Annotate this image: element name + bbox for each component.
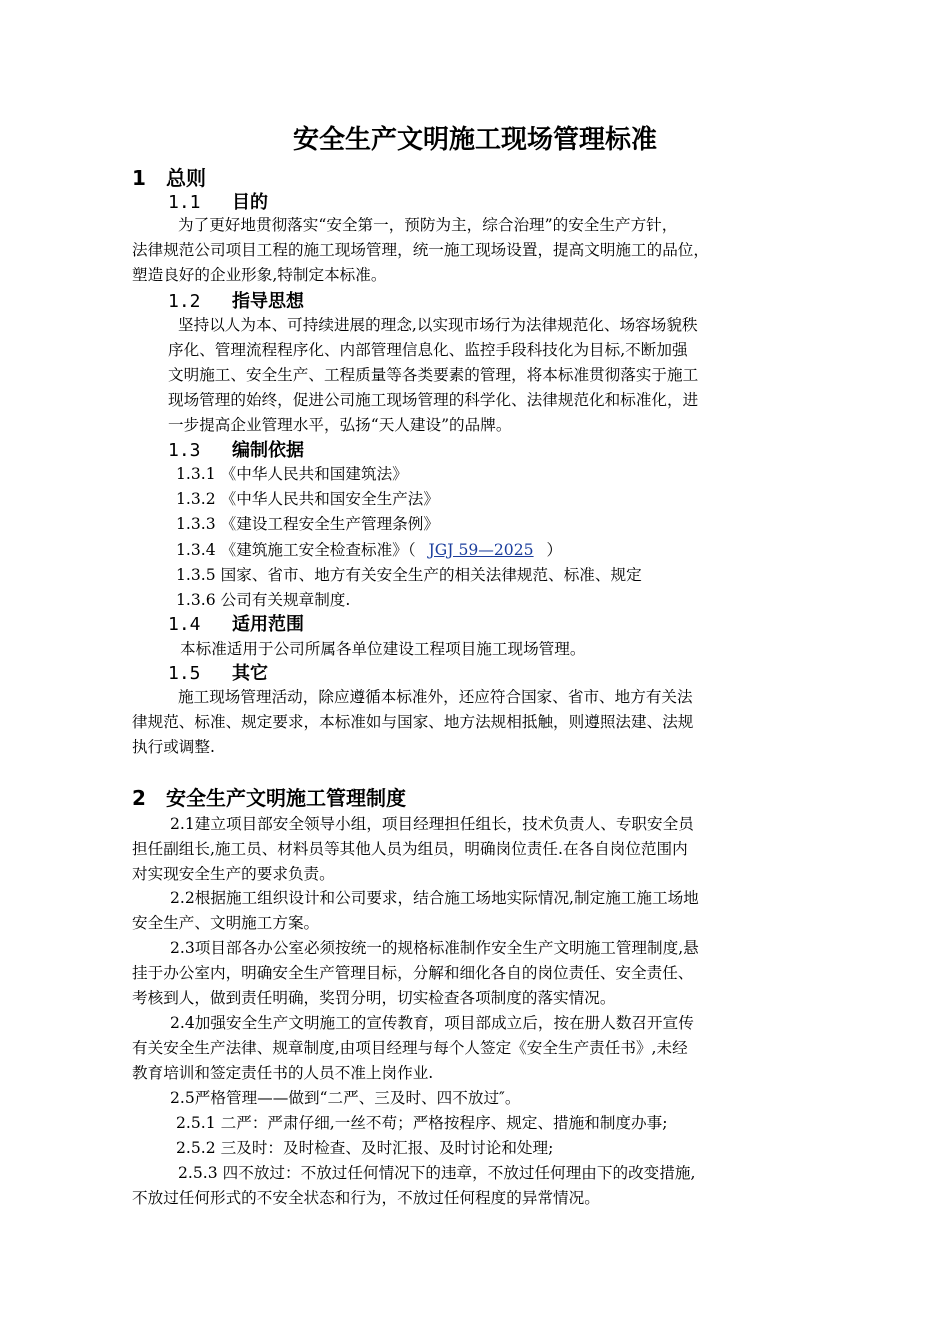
paragraph-line: 安全生产、文明施工方案。: [132, 914, 320, 932]
section-1-5-paragraph: [132, 685, 832, 760]
paragraph-line: 坚持以人为本、可持续进展的理念,以实现市场行为法律规范化、场容场貌秩: [178, 316, 698, 334]
section-2-5-paragraph: [132, 1086, 832, 1111]
section-title: 目的: [232, 192, 268, 213]
section-1-heading: [132, 164, 206, 192]
paragraph-line: 考核到人，做到责任明确，奖罚分明，切实检查各项制度的落实情况。: [132, 989, 616, 1007]
paragraph-line: 2.1建立项目部安全领导小组，项目经理担任组长，技术负责人、专职安全员: [170, 815, 694, 833]
paragraph-line: 序化、管理流程程序化、内部管理信息化、监控手段科技化为目标,不断加强: [168, 341, 688, 359]
reference-item: 1.3.3 《建设工程安全生产管理条例》: [176, 515, 439, 533]
reference-item: 1.3.2 《中华人民共和国安全生产法》: [176, 490, 439, 508]
reference-item: 1.3.5 国家、省市、地方有关安全生产的相关法律规范、标准、规定: [176, 566, 642, 584]
section-number: 1.5: [168, 663, 201, 684]
section-2-1-paragraph: [132, 812, 832, 887]
standard-link[interactable]: JGJ 59—2025: [428, 541, 534, 559]
section-number: 2: [132, 786, 146, 810]
section-1-2-paragraph: [168, 313, 838, 438]
section-title: 编制依据: [232, 440, 304, 461]
reference-item-close: ）: [546, 541, 563, 559]
reference-item: [176, 538, 562, 562]
section-2-5-3-paragraph: [132, 1161, 832, 1211]
paragraph-line: 执行或调整.: [132, 738, 215, 756]
section-number: 1.1: [168, 192, 201, 213]
paragraph-line: 有关安全生产法律、规章制度,由项目经理与每个人签定《安全生产责任书》,未经: [132, 1039, 688, 1057]
section-1-3-heading: [168, 438, 304, 464]
section-number: 1.2: [168, 291, 201, 312]
section-1-1-paragraph: [132, 213, 832, 288]
paragraph-line: 2.2根据施工组织设计和公司要求，结合施工场地实际情况,制定施工施工场地: [170, 889, 699, 907]
paragraph-line: 2.3项目部各办公室必须按统一的规格标准制作安全生产文明施工管理制度,悬: [170, 939, 699, 957]
reference-item: 1.3.1 《中华人民共和国建筑法》: [176, 465, 408, 483]
section-number: 1.3: [168, 440, 201, 461]
section-2-3-paragraph: [132, 936, 832, 1011]
paragraph-line: 担任副组长,施工员、材料员等其他人员为组员，明确岗位责任.在各自岗位范围内: [132, 840, 688, 858]
section-2-heading: [132, 784, 406, 812]
paragraph-line: 文明施工、安全生产、工程质量等各类要素的管理，将本标准贯彻落实于施工: [168, 366, 699, 384]
section-title: 安全生产文明施工管理制度: [166, 786, 406, 810]
section-number: 1: [132, 166, 146, 190]
paragraph-line: 挂于办公室内，明确安全生产管理目标，分解和细化各自的岗位责任、安全责任、: [132, 964, 694, 982]
reference-item-text: 1.3.4 《建筑施工安全检查标准》（: [176, 541, 416, 559]
paragraph-line: 施工现场管理活动，除应遵循本标准外，还应符合国家、省市、地方有关法: [178, 688, 693, 706]
section-number: 1.4: [168, 614, 201, 635]
paragraph-line: 教育培训和签定责任书的人员不准上岗作业.: [132, 1064, 434, 1082]
paragraph-line: 为了更好地贯彻落实“安全第一，预防为主，综合治理”的安全生产方针，: [178, 216, 678, 234]
section-title: 其它: [232, 663, 268, 684]
paragraph-line: 现场管理的始终，促进公司施工现场管理的科学化、法律规范化和标准化，进: [168, 391, 699, 409]
section-title: 指导思想: [232, 291, 304, 312]
paragraph-line: 2.5.3 四不放过：不放过任何情况下的违章，不放过任何理由下的改变措施,: [178, 1164, 696, 1182]
paragraph-line: 不放过任何形式的不安全状态和行为，不放过任何程度的异常情况。: [132, 1189, 600, 1207]
paragraph-line: 塑造良好的企业形象,特制定本标准。: [132, 266, 387, 284]
paragraph-line: 法律规范公司项目工程的施工现场管理，统一施工现场设置，提高文明施工的品位，: [132, 241, 709, 259]
document-title: 安全生产文明施工现场管理标准: [292, 125, 657, 155]
paragraph-line: 2.4加强安全生产文明施工的宣传教育，项目部成立后，按在册人数召开宣传: [170, 1014, 694, 1032]
section-1-4-heading: [168, 612, 304, 638]
section-1-5-heading: [168, 661, 268, 687]
rule-item: 2.5.1 二严：严肃仔细,一丝不苟；严格按程序、规定、措施和制度办事;: [176, 1114, 668, 1132]
paragraph-line: 对实现安全生产的要求负责。: [132, 865, 335, 883]
paragraph-line: 律规范、标准、规定要求，本标准如与国家、地方法规相抵触，则遵照法建、法规: [132, 713, 694, 731]
rule-item: 2.5.2 三及时：及时检查、及时汇报、及时讨论和处理;: [176, 1139, 554, 1157]
paragraph-line: 2.5严格管理——做到“二严、三及时、四不放过″。: [170, 1089, 521, 1107]
section-title: 适用范围: [232, 614, 304, 635]
section-title: 总则: [166, 166, 206, 190]
section-1-2-heading: [168, 289, 304, 315]
paragraph-line: 一步提高企业管理水平，弘扬“天人建设”的品牌。: [168, 416, 512, 434]
reference-item: 1.3.6 公司有关规章制度.: [176, 591, 351, 609]
section-2-2-paragraph: [132, 886, 832, 936]
section-1-4-paragraph: [168, 637, 868, 662]
section-2-4-paragraph: [132, 1011, 832, 1086]
paragraph-line: 本标准适用于公司所属各单位建设工程项目施工现场管理。: [180, 640, 586, 658]
